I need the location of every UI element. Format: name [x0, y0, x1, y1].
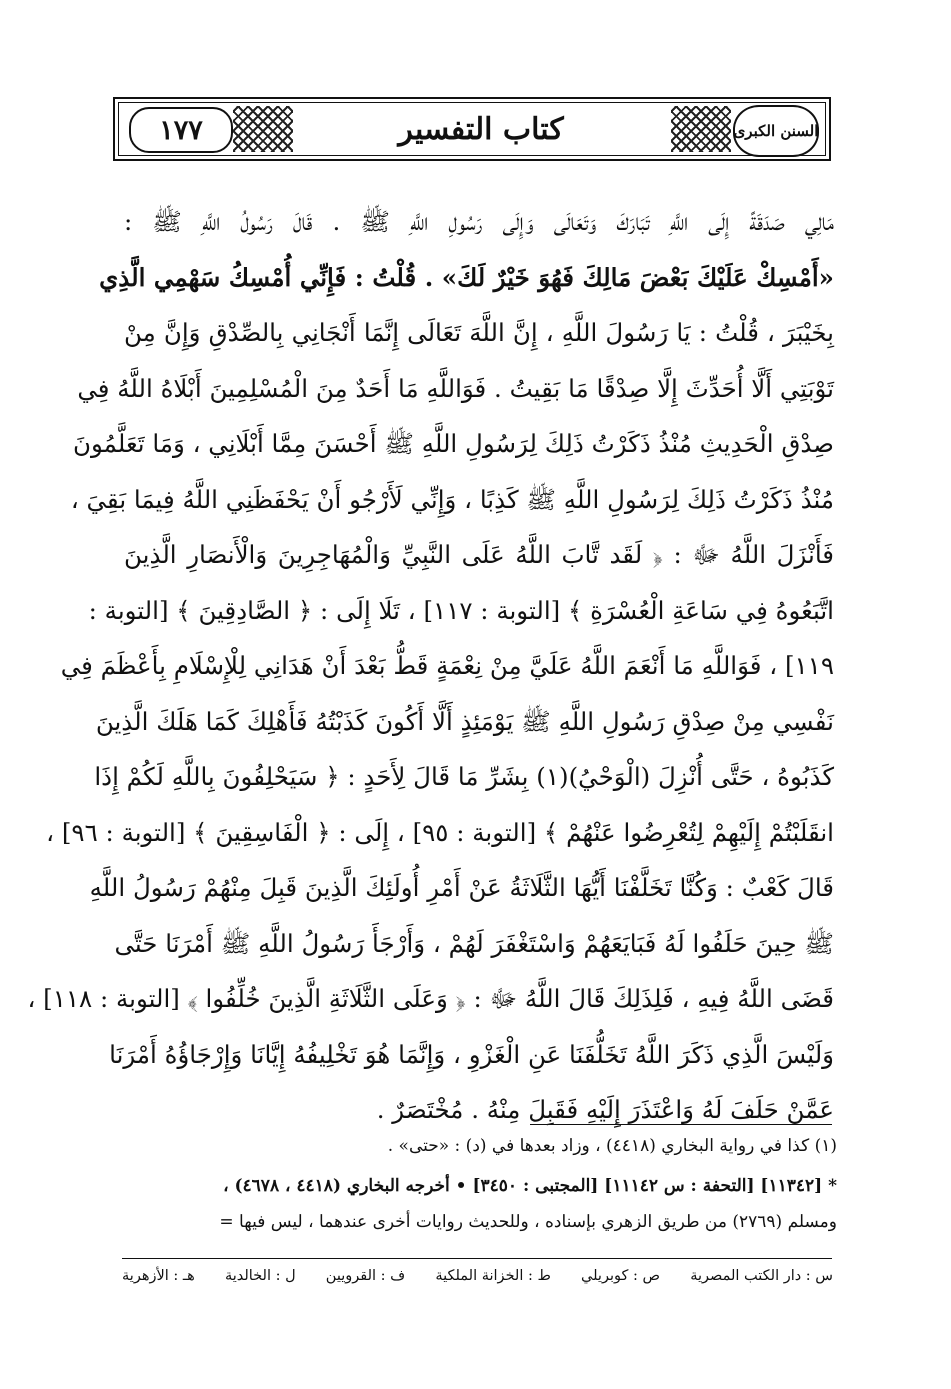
header-ornament-left: [233, 106, 293, 152]
footnote-star: *: [828, 1176, 837, 1196]
body-line: تَوْبَتِي أَلَّا أُحَدِّثَ إِلَّا صِدْقًا مَا بَقِيتُ . فَوَاللَّهِ مَا أَحَدٌ مِنَ الْمُسْلِمِينَ أَبْلَاهُ اللَّهُ فِي: [77, 373, 834, 403]
footnote-takhrij: [223, 1176, 837, 1196]
body-line: بِخَيْبَرَ ، قُلْتُ : يَا رَسُولَ اللَّهِ ، إِنَّ اللَّهَ تَعَالَى إِنَّمَا أَنْجَانِي بِالصِّدْقِ وَإِنَّ مِنْ: [124, 318, 834, 347]
body-line: قَالَ كَعْبٌ : وَكُنَّا تَخَلَّفْنَا أَيُّهَا الثَّلَاثَةُ عَنْ أَمْرِ أُولَئِكَ الَّذِينَ قَبِلَ مِنْهُمْ رَسُولُ اللَّهِ: [89, 873, 834, 902]
body-line: كَذَبُوهُ ، حَتَّى أُنْزِلَ (الْوَحْيُ)(١) بِشَرِّ مَا قَالَ لِأَحَدٍ : ﴿ سَيَحْلِفُونَ بِاللَّهِ لَكُمْ إِذَا: [94, 762, 834, 791]
body-line: ١١٩] ، فَوَاللَّهِ مَا أَنْعَمَ اللَّهُ عَلَيَّ مِنْ نِعْمَةٍ قَطُّ بَعْدَ أَنْ هَدَانِي لِلْإِسْلَامِ بِأَعْظَمَ فِي: [60, 651, 834, 680]
body-line: صِدْقِ الْحَدِيثِ مُنْذُ ذَكَرْتُ ذَلِكَ لِرَسُولِ اللَّهِ ﷺ أَحْسَنَ مِمَّا أَبْلَانِي ، وَمَا تَعَلَّمُونَ: [73, 429, 834, 458]
header-ornament-right: [671, 106, 731, 152]
siglum: هـ : الأزهرية: [122, 1268, 195, 1284]
main-text: [27, 194, 834, 1138]
body-line: فَأَنْزَلَ اللَّهُ ﷻ : ﴿ لَقَد تَّابَ اللَّهُ عَلَى النَّبِيِّ وَالْمُهَاجِرِينَ وَالْأَنصَارِ الَّذِينَ: [124, 540, 834, 569]
siglum: ل : الخالدية: [224, 1268, 296, 1284]
body-line: انقَلَبْتُمْ إِلَيْهِمْ لِتُعْرِضُوا عَنْهُمْ ﴾ [التوبة : ٩٥] ، إِلَى : ﴿ الْفَاسِقِينَ ﴾ [التوبة : ٩٦] ،: [46, 817, 834, 847]
page-number: ١٧٧: [129, 107, 233, 153]
body-line: ﷺ حِينَ حَلَفُوا لَهُ فَبَايَعَهُمْ وَاسْتَغْفَرَ لَهُمْ ، وَأَرْجَأَ رَسُولُ اللَّهِ ﷺ أَمْرَنَا حَتَّى: [114, 928, 834, 958]
body-line: قَضَى اللَّهُ فِيهِ ، فَلِذَلِكَ قَالَ اللَّهُ ﷻ : ﴿ وَعَلَى الثَّلَاثَةِ الَّذِينَ خُلِّفُوا ﴾ [التوبة : ١١٨] ،: [27, 984, 834, 1013]
page-header: [113, 97, 831, 161]
body-line: اتَّبَعُوهُ فِي سَاعَةِ الْعُسْرَةِ ﴾ [التوبة : ١١٧] ، تَلَا إِلَى : ﴿ الصَّادِقِينَ ﴾ [التوبة :: [88, 595, 834, 625]
footnote-separator: [530, 1124, 832, 1125]
siglum: ف : القرويين: [325, 1268, 406, 1284]
running-title: كتاب التفسير: [299, 105, 663, 153]
body-line: مُنْذُ ذَكَرْتُ ذَلِكَ لِرَسُولِ اللَّهِ ﷺ كَذِبًا ، وَإِنِّي لَأَرْجُو أَنْ يَحْفَظَنِي اللَّهُ فِيمَا بَقِيَ ،: [70, 484, 834, 514]
book-emblem-text: السنن الكبرى: [733, 122, 819, 140]
bottom-separator: [122, 1258, 832, 1259]
siglum: س : دار الكتب المصرية: [690, 1268, 833, 1284]
body-line: مَالِي صَدَقَةً إِلَى اللَّهِ تَبَارَكَ وَتَعَالَى وَإِلَى رَسُولِ اللَّهِ ﷺ . قَالَ رَسُولُ اللَّهِ ﷺ :: [124, 207, 834, 236]
body-line: عَمَّنْ حَلَفَ لَهُ وَاعْتَذَرَ إِلَيْهِ فَقَبِلَ مِنْهُ . مُخْتَصَرٌ .: [376, 1095, 834, 1124]
footnote-continuation: ومسلم (٢٧٦٩) من طريق الزهري بإسناده ، وللحديث روايات أخرى عندهما ، ليس فيها =: [219, 1212, 837, 1232]
body-line: «أَمْسِكْ عَلَيْكَ بَعْضَ مَالِكَ فَهُوَ خَيْرٌ لَكَ» . قُلْتُ : فَإِنِّي أُمْسِكُ سَهْمِي الَّذِي: [99, 262, 834, 292]
body-line: وَلَيْسَ الَّذِي ذَكَرَ اللَّهُ تَخَلُّفَنَا عَنِ الْغَزْوِ ، وَإِنَّمَا هُوَ تَخْلِيفُهُ إِيَّانَا وَإِرْجَاؤُهُ أَمْرَنَا: [109, 1039, 834, 1069]
siglum: ص : كوبريلي: [581, 1268, 661, 1284]
siglum: ط : الخزانة الملكية: [435, 1268, 551, 1284]
body-line: نَفْسِي مِنْ صِدْقِ رَسُولِ اللَّهِ ﷺ يَوْمَئِذٍ أَلَّا أَكُونَ كَذَبْتُهُ فَأَهْلِكَ كَمَا هَلَكَ الَّذِينَ: [95, 706, 834, 736]
footnote-takhrij-text: [١١٣٤٢] [التحفة : س ١١١٤٢] [المجتبى : ٣٤٥٠] • أخرجه البخاري (٤٤١٨ ، ٤٦٧٨) ،: [223, 1176, 823, 1196]
manuscript-sigla: [122, 1268, 833, 1284]
book-emblem: [733, 105, 819, 157]
footnote-1: (١) كذا في رواية البخاري (٤٤١٨) ، وزاد بعدها في (د) : «حتى» .: [387, 1136, 837, 1156]
